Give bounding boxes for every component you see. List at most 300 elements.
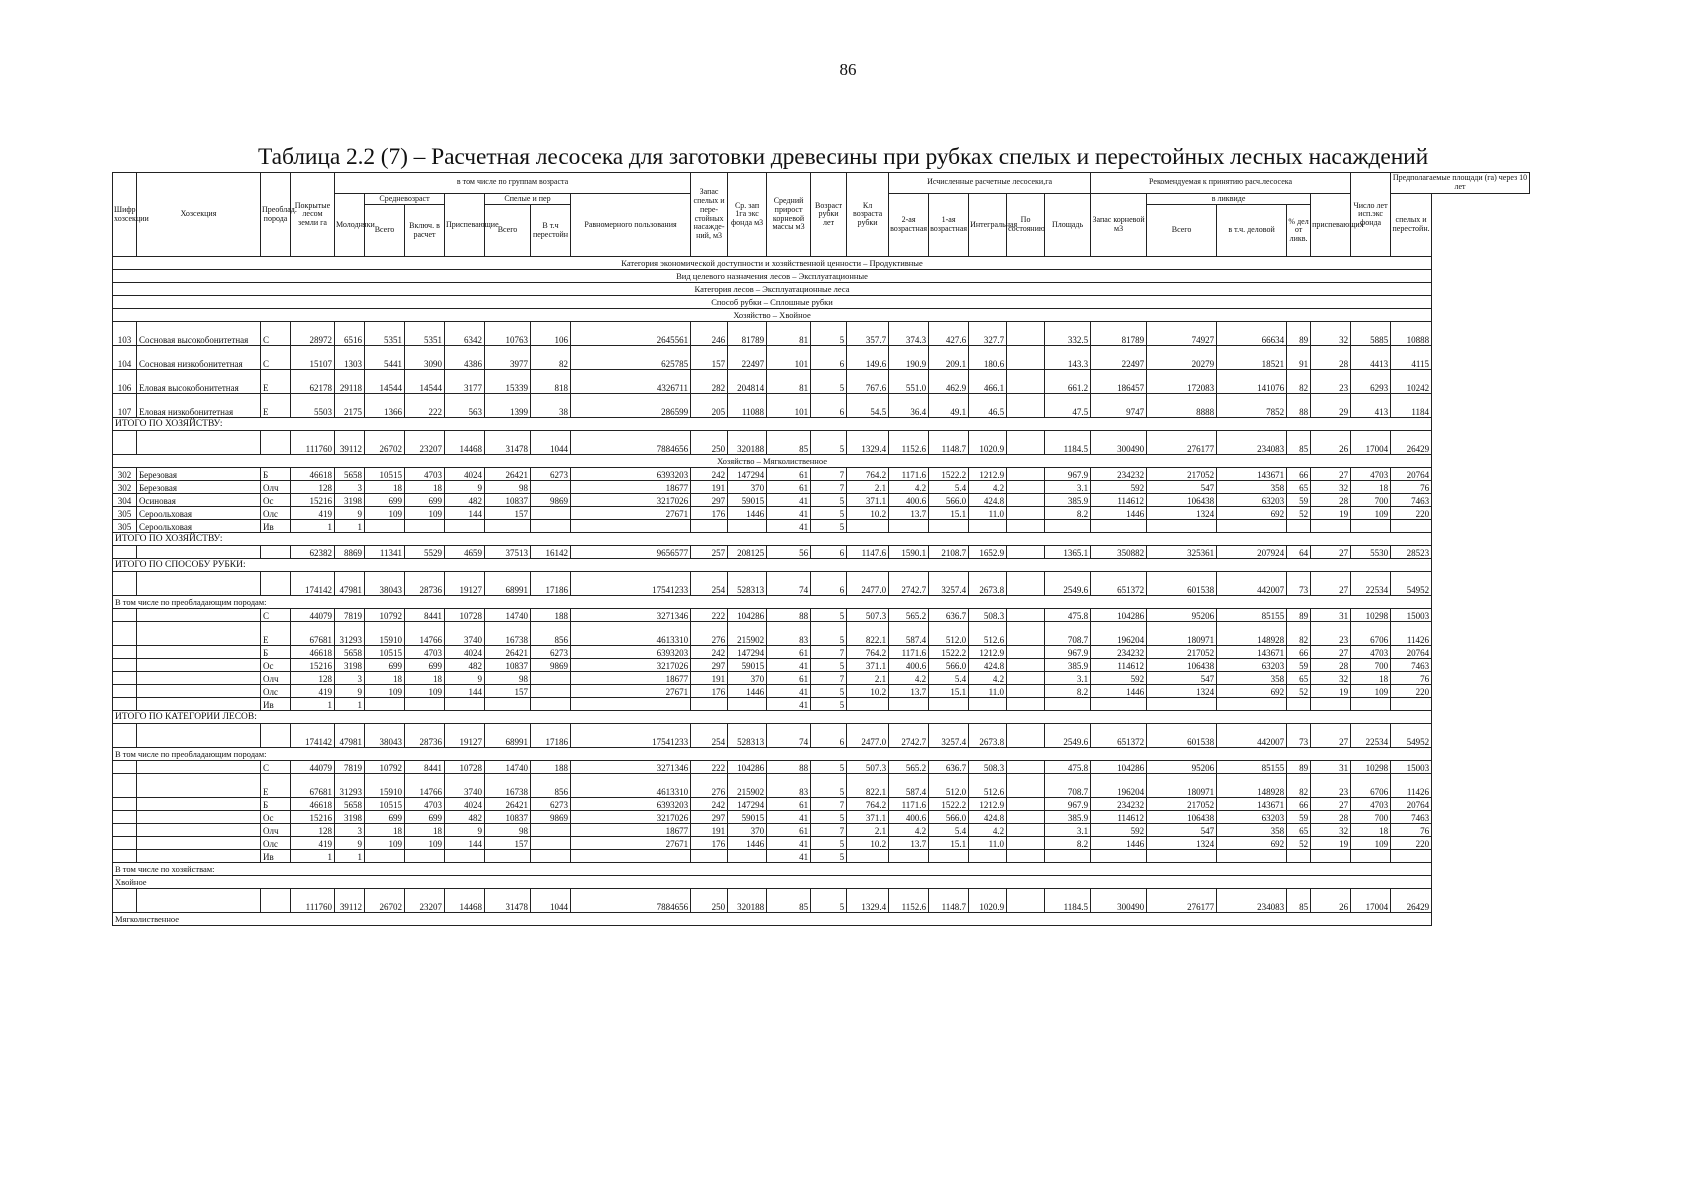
cell-value: 6273 [531, 646, 571, 659]
cell-value: 699 [405, 811, 445, 824]
cell-value: 636.7 [929, 761, 969, 774]
cell-value: 357.7 [847, 322, 889, 346]
cell-value: 234083 [1217, 889, 1287, 913]
cell-value: 54952 [1391, 724, 1432, 748]
cell-value: 566.0 [929, 811, 969, 824]
cell-value [929, 698, 969, 711]
cell-value: 234232 [1091, 646, 1147, 659]
col-vtch-delovoi: в т.ч. деловой [1217, 205, 1287, 257]
cell-value [1007, 724, 1045, 748]
cell-value [847, 520, 889, 533]
cell-value: 32 [1311, 824, 1351, 837]
cell-value [485, 520, 531, 533]
cell-value: 222 [405, 394, 445, 418]
cell-value: 208125 [728, 546, 767, 559]
cell-value: 85 [767, 889, 811, 913]
cell-value: 3177 [445, 370, 485, 394]
cell-value: 297 [691, 811, 728, 824]
cell-value [1147, 698, 1217, 711]
cell-value: 1212.9 [969, 646, 1007, 659]
cell-value: 967.9 [1045, 798, 1091, 811]
section-row [113, 257, 1530, 270]
cell-value: 27 [1311, 646, 1351, 659]
cell-value: 419 [291, 507, 335, 520]
cell-value: 1 [335, 850, 365, 863]
cell-value [571, 520, 691, 533]
cell-value: 10888 [1391, 322, 1432, 346]
cell-value: 6 [811, 572, 847, 596]
cell-value: 22497 [728, 346, 767, 370]
col-integral: Интегральная [969, 193, 1007, 257]
cell-value: 1329.4 [847, 431, 889, 455]
cell-value: 74 [767, 724, 811, 748]
cell-value: 1152.6 [889, 431, 929, 455]
cell-value: 31293 [335, 622, 365, 646]
cell-value [1287, 520, 1311, 533]
cell-value: 5 [811, 837, 847, 850]
cell-value: 41 [767, 811, 811, 824]
cell-shifr [113, 698, 137, 711]
cell-hozsekcia [137, 761, 261, 774]
cell-value: 157 [485, 685, 531, 698]
cell-value: 297 [691, 659, 728, 672]
cell-value: 1147.6 [847, 546, 889, 559]
cell-value: 6516 [335, 322, 365, 346]
cell-hozsekcia [137, 798, 261, 811]
cell-value: 4024 [445, 646, 485, 659]
cell-value: 4024 [445, 468, 485, 481]
cell-value: 39112 [335, 889, 365, 913]
cell-value: 512.6 [969, 774, 1007, 798]
col-ploshad: Площадь [1045, 193, 1091, 257]
cell-value: 222 [691, 609, 728, 622]
cell-value: 20279 [1147, 346, 1217, 370]
cell-value: 16738 [485, 774, 531, 798]
col-sred-prirost: Средний прирост корневой массы м3 [767, 173, 811, 257]
cell-value: 59 [1287, 811, 1311, 824]
cell-value: 967.9 [1045, 646, 1091, 659]
cell-value: 4659 [445, 546, 485, 559]
cell-hozsekcia: Сероольховая [137, 520, 261, 533]
cell-value: 385.9 [1045, 811, 1091, 824]
cell-value: 104286 [728, 761, 767, 774]
cell-value: 385.9 [1045, 494, 1091, 507]
cell-value: 4703 [1351, 468, 1391, 481]
section-label: Вид целевого назначения лесов – Эксплуатационные [113, 270, 1432, 283]
cell-value: 3271346 [571, 761, 691, 774]
cell-value: 3977 [485, 346, 531, 370]
cell-value: 148928 [1217, 774, 1287, 798]
v-tom-chisle-porodam-2-label: В том числе по преобладающим породам: [113, 748, 1432, 761]
cell-value [531, 837, 571, 850]
cell-value: 6273 [531, 798, 571, 811]
cell-value: 6706 [1351, 622, 1391, 646]
cell-value: 3257.4 [929, 572, 969, 596]
col-sr-zapas: Ср. зап 1га экс фонда м3 [728, 173, 767, 257]
cell-value: 27671 [571, 507, 691, 520]
cell-value: 5 [811, 507, 847, 520]
col-shifr: Шифр хозсекции [113, 173, 137, 257]
cell-value: 176 [691, 685, 728, 698]
table-row [113, 850, 1530, 863]
cell-value: 23 [1311, 774, 1351, 798]
cell-value: 61 [767, 481, 811, 494]
cell-value: 18 [405, 672, 445, 685]
cell-value: 508.3 [969, 761, 1007, 774]
cell-value [1007, 685, 1045, 698]
cell-value: 26421 [485, 798, 531, 811]
cell-value: 1652.9 [969, 546, 1007, 559]
cell-value: 297 [691, 494, 728, 507]
cell-value: 109 [405, 685, 445, 698]
cell-value: 76 [1391, 481, 1432, 494]
cell-value [1007, 850, 1045, 863]
cell-value: 32 [1311, 322, 1351, 346]
cell-shifr: 304 [113, 494, 137, 507]
cell-poroda [261, 546, 291, 559]
cell-value: 9 [445, 672, 485, 685]
cell-value: 6706 [1351, 774, 1391, 798]
cell-value: 109 [405, 507, 445, 520]
cell-value [691, 698, 728, 711]
cell-value: 109 [365, 685, 405, 698]
cell-value: 147294 [728, 646, 767, 659]
cell-value [1007, 346, 1045, 370]
cell-value: 23 [1311, 370, 1351, 394]
cell-value: 566.0 [929, 494, 969, 507]
cell-value [1351, 698, 1391, 711]
cell-value: 6 [811, 346, 847, 370]
cell-value: 23207 [405, 889, 445, 913]
cell-value: 507.3 [847, 761, 889, 774]
cell-value: 4703 [405, 798, 445, 811]
cell-value: 26421 [485, 468, 531, 481]
cell-value: 22497 [1091, 346, 1147, 370]
cell-value: 14544 [365, 370, 405, 394]
myagkolist-label-label: Мягколиственное [113, 913, 1432, 926]
v-tom-chisle-porodam [113, 596, 1530, 609]
section-row [113, 309, 1530, 322]
cell-value: 10837 [485, 811, 531, 824]
cell-value: 88 [767, 609, 811, 622]
cell-value: 17541233 [571, 572, 691, 596]
cell-value [1007, 889, 1045, 913]
cell-value: 74 [767, 572, 811, 596]
cell-value: 143.3 [1045, 346, 1091, 370]
table-row [113, 520, 1530, 533]
section-row [113, 296, 1530, 309]
cell-value: 4703 [1351, 798, 1391, 811]
cell-value: 10837 [485, 659, 531, 672]
cell-value: 508.3 [969, 609, 1007, 622]
cell-value [531, 824, 571, 837]
cell-value: 692 [1217, 507, 1287, 520]
cell-value: 4.2 [969, 824, 1007, 837]
cell-value: 7463 [1391, 811, 1432, 824]
cell-value: 1446 [728, 685, 767, 698]
cell-value: 22534 [1351, 572, 1391, 596]
cell-value: 8441 [405, 761, 445, 774]
cell-value: 5658 [335, 646, 365, 659]
cell-value: 699 [405, 494, 445, 507]
cell-value: 17004 [1351, 431, 1391, 455]
cell-value [531, 672, 571, 685]
col-vsego3: Всего [1147, 205, 1217, 257]
cell-value: 31478 [485, 889, 531, 913]
cell-value [1147, 520, 1217, 533]
cell-value: 28 [1311, 659, 1351, 672]
col-ravnomer: Равномерного пользования [571, 193, 691, 257]
cell-value: 5 [811, 520, 847, 533]
cell-shifr [113, 850, 137, 863]
cell-value: 3257.4 [929, 724, 969, 748]
cell-value: 3 [335, 481, 365, 494]
cell-value: 59 [1287, 494, 1311, 507]
cell-value [1217, 850, 1287, 863]
cell-value: 400.6 [889, 811, 929, 824]
cell-value: 234232 [1091, 798, 1147, 811]
cell-value: 6273 [531, 468, 571, 481]
col-chislo-let: Число лет исп.экс фонда [1351, 173, 1391, 257]
cell-value: 4.2 [889, 481, 929, 494]
cell-value: 1171.6 [889, 646, 929, 659]
cell-value: 1044 [531, 431, 571, 455]
cell-value: 3271346 [571, 609, 691, 622]
cell-value: 2.1 [847, 824, 889, 837]
cell-hozsekcia [137, 672, 261, 685]
cell-shifr [113, 761, 137, 774]
cell-value: 699 [365, 494, 405, 507]
cell-shifr [113, 798, 137, 811]
cell-value: 10792 [365, 761, 405, 774]
cell-value: 98 [485, 481, 531, 494]
cell-value: 63203 [1217, 811, 1287, 824]
cell-value: 73 [1287, 724, 1311, 748]
cell-value: 4326711 [571, 370, 691, 394]
cell-value: 38043 [365, 572, 405, 596]
cell-value: 3740 [445, 774, 485, 798]
cell-value [1007, 572, 1045, 596]
cell-value: 74927 [1147, 322, 1217, 346]
cell-value: 17186 [531, 572, 571, 596]
cell-value: 4024 [445, 798, 485, 811]
cell-value: 22534 [1351, 724, 1391, 748]
cell-value: 191 [691, 672, 728, 685]
cell-poroda: Олч [261, 672, 291, 685]
cell-value: 82 [1287, 370, 1311, 394]
col-vkluch: Включ. в расчет [405, 205, 445, 257]
cell-shifr: 103 [113, 322, 137, 346]
cell-value: 6342 [445, 322, 485, 346]
page-number: 86 [839, 60, 857, 79]
cell-value: 15003 [1391, 609, 1432, 622]
cell-value: 1446 [728, 837, 767, 850]
cell-value: 7 [811, 481, 847, 494]
cell-value [1007, 646, 1045, 659]
cell-value: 46618 [291, 468, 335, 481]
cell-poroda: Ив [261, 850, 291, 863]
cell-value: 18 [365, 824, 405, 837]
cell-value: 1171.6 [889, 798, 929, 811]
cell-value: 204814 [728, 370, 767, 394]
cell-poroda: Е [261, 622, 291, 646]
cell-value: 47.5 [1045, 394, 1091, 418]
cell-poroda [261, 889, 291, 913]
estimated-cutting-area-table [112, 172, 1530, 926]
cell-value: 82 [1287, 774, 1311, 798]
cell-value: 188 [531, 609, 571, 622]
cell-value: 4.2 [889, 824, 929, 837]
cell-value: 88 [1287, 394, 1311, 418]
cell-value: 31 [1311, 609, 1351, 622]
cell-value: 180.6 [969, 346, 1007, 370]
cell-value: 20764 [1391, 798, 1432, 811]
table-row [113, 468, 1530, 481]
cell-value [1391, 520, 1432, 533]
cell-value: 81789 [1091, 322, 1147, 346]
cell-value: 5658 [335, 468, 365, 481]
cell-value [1007, 622, 1045, 646]
cell-value: 68991 [485, 724, 531, 748]
cell-value: 217052 [1147, 798, 1217, 811]
cell-value [1391, 850, 1432, 863]
cell-value [1147, 850, 1217, 863]
cell-value [485, 698, 531, 711]
cell-value: 19127 [445, 572, 485, 596]
cell-value [1007, 672, 1045, 685]
cell-poroda: С [261, 609, 291, 622]
section-row [113, 283, 1530, 296]
cell-value: 234083 [1217, 431, 1287, 455]
cell-value: 4.2 [969, 481, 1007, 494]
cell-shifr [113, 646, 137, 659]
cell-shifr: 106 [113, 370, 137, 394]
cell-value [531, 481, 571, 494]
cell-value: 106438 [1147, 811, 1217, 824]
cell-value: 157 [485, 837, 531, 850]
cell-poroda: Ос [261, 659, 291, 672]
cell-value: 18521 [1217, 346, 1287, 370]
col-group-rekomend: Рекомендуемая к принятию расч.лесосека [1091, 173, 1351, 194]
cell-value: 708.7 [1045, 774, 1091, 798]
cell-hozsekcia [137, 431, 261, 455]
cell-value: 5 [811, 685, 847, 698]
cell-hozsekcia [137, 889, 261, 913]
cell-value: 15.1 [929, 837, 969, 850]
cell-poroda: Олч [261, 824, 291, 837]
cell-value: 16142 [531, 546, 571, 559]
cell-value: 767.6 [847, 370, 889, 394]
cell-value: 371.1 [847, 494, 889, 507]
cell-value: 28972 [291, 322, 335, 346]
cell-hozsekcia: Осиновая [137, 494, 261, 507]
cell-value [969, 698, 1007, 711]
cell-value: 220 [1391, 685, 1432, 698]
cell-value [405, 850, 445, 863]
cell-value: 17541233 [571, 724, 691, 748]
cell-value: 143671 [1217, 798, 1287, 811]
cell-value: 17186 [531, 724, 571, 748]
cell-value: 551.0 [889, 370, 929, 394]
cell-value: 18 [1351, 672, 1391, 685]
cell-value: 7 [811, 672, 847, 685]
cell-value: 85 [767, 431, 811, 455]
cell-poroda [261, 724, 291, 748]
cell-value: 1212.9 [969, 468, 1007, 481]
cell-value: 282 [691, 370, 728, 394]
cell-value: 10763 [485, 322, 531, 346]
cell-value: 4703 [1351, 646, 1391, 659]
cell-value: 692 [1217, 685, 1287, 698]
table-row [113, 685, 1530, 698]
v-tom-chisle-porodam-label: В том числе по преобладающим породам: [113, 596, 1432, 609]
cell-value: 4613310 [571, 622, 691, 646]
cell-value: 52 [1287, 837, 1311, 850]
cell-poroda: Ив [261, 520, 291, 533]
cell-value [929, 520, 969, 533]
cell-value: 3217026 [571, 811, 691, 824]
cell-value: 104286 [728, 609, 767, 622]
section-label: Категория лесов – Эксплуатационные леса [113, 283, 1432, 296]
cell-value: 1 [335, 520, 365, 533]
cell-value: 276 [691, 774, 728, 798]
cell-value: 661.2 [1045, 370, 1091, 394]
cell-value: 6393203 [571, 468, 691, 481]
forest-table-wrapper [112, 172, 1530, 926]
cell-value [1091, 698, 1147, 711]
cell-value [531, 520, 571, 533]
col-preob-poroda: Преоблад. порода [261, 173, 291, 257]
cell-value: 128 [291, 481, 335, 494]
cell-value: 62382 [291, 546, 335, 559]
cell-value [531, 698, 571, 711]
cell-value: 14468 [445, 431, 485, 455]
cell-value: 196204 [1091, 774, 1147, 798]
cell-value: 822.1 [847, 622, 889, 646]
cell-value: 3 [335, 672, 365, 685]
cell-value [1007, 394, 1045, 418]
col-prispev: Приспевающие [445, 193, 485, 257]
cell-value: 1020.9 [969, 889, 1007, 913]
cell-value: 67681 [291, 774, 335, 798]
cell-value: 475.8 [1045, 761, 1091, 774]
v-tom-chisle-hoz-label: В том числе по хозяйствам: [113, 863, 1432, 876]
cell-value: 176 [691, 837, 728, 850]
cell-value: 370 [728, 481, 767, 494]
cell-value: 692 [1217, 837, 1287, 850]
cell-hozsekcia [137, 646, 261, 659]
cell-value: 1 [291, 698, 335, 711]
cell-value: 47981 [335, 724, 365, 748]
cell-value: 7819 [335, 609, 365, 622]
cell-value: 39112 [335, 431, 365, 455]
cell-value: 8.2 [1045, 685, 1091, 698]
cell-value: 101 [767, 394, 811, 418]
cell-value [1045, 850, 1091, 863]
cell-value: 205 [691, 394, 728, 418]
cell-value: 148928 [1217, 622, 1287, 646]
cell-value: 41 [767, 507, 811, 520]
cell-value: 3 [335, 824, 365, 837]
cell-value: 27 [1311, 572, 1351, 596]
cell-value: 10515 [365, 646, 405, 659]
cell-shifr [113, 622, 137, 646]
col-group-predpol: Предполагаемые площади (га) через 10 лет [1391, 173, 1530, 194]
cell-value [1007, 774, 1045, 798]
cell-value: 242 [691, 468, 728, 481]
cell-value: 3217026 [571, 494, 691, 507]
cell-value [445, 698, 485, 711]
